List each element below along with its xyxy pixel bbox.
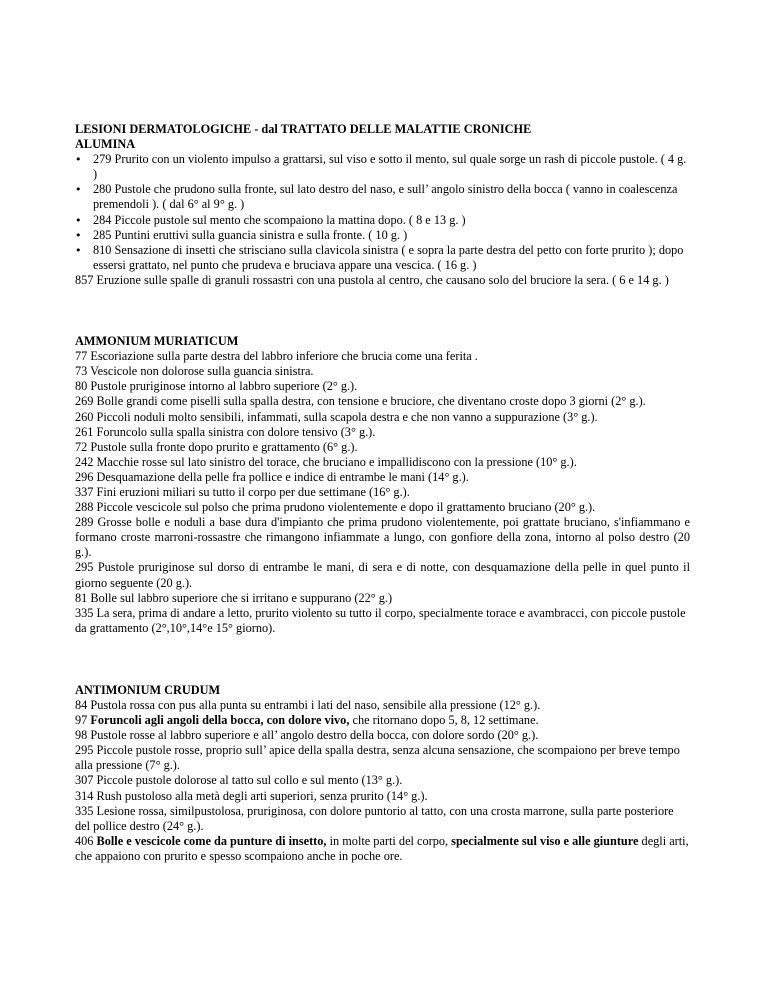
section-title-ammonium: AMMONIUM MURIATICUM [75, 334, 239, 349]
entry-text: in molte parti del corpo, [326, 833, 452, 848]
list-item: 260 Piccoli noduli molto sensibili, infammati, sulla scapola destra e che non vanno a suppurazione (3° g.). [75, 409, 598, 424]
document-title: LESIONI DERMATOLOGICHE - dal TRATTATO DELLE MALATTIE CRONICHE [75, 122, 532, 136]
list-item: 295 Piccole pustole rosse, proprio sull’ apice della spalla destra, senza alcuna sensazione, che scompaiono per breve tempo alla pressione (7° g.). [75, 743, 680, 773]
entry-number: 406 [75, 833, 97, 848]
section-title-alumina: ALUMINA [75, 137, 136, 152]
list-item: • 285 Puntini eruttivi sulla guancia sinistra e sulla fronte. ( 10 g. ) [75, 228, 690, 243]
list-item: 296 Desquamazione della pelle fra pollice e indice di entrambe le mani (14° g.). [75, 469, 469, 484]
entry-bold-text: Bolle e vescicole come da punture di insetto, [96, 833, 327, 848]
list-item: 307 Piccole pustole dolorose al tatto sul collo e sul mento (13° g.). [75, 773, 403, 788]
list-item: 335 La sera, prima di andare a letto, prurito violento su tutto il corpo, specialmente torace e avambracci, con piccole pustole da grattamento (2°,10°,14°e 15° giorno). [75, 605, 686, 635]
list-item: 288 Piccole vescicole sul polso che prima prudono violentemente e dopo il grattamento bruciano (20° g.). [75, 500, 596, 515]
alumina-entry-857: 857 Eruzione sulle spalle di granuli rossastri con una pustola al centro, che causano solo del bruciore la sera. ( 6 e 14 g. ) [75, 272, 669, 287]
section-antimonium [75, 683, 690, 864]
list-item: 242 Macchie rosse sul lato sinistro del torace, che bruciano e impallidiscono con la pressione (10° g.). [75, 454, 577, 469]
list-item: 289 Grosse bolle e noduli a base dura d'impianto che prima prudono violentemente, poi grattate bruciano, s'infiammano e formano croste marroni-rossastre che rimangono infiammate a lungo, con gonfiore della zona, intorno al polso destro (20 g.). [75, 515, 690, 560]
entry-bold-text: Foruncoli agli angoli della bocca, con dolore vivo, [90, 713, 350, 728]
list-item: 73 Vescicole non dolorose sulla guancia sinistra. [75, 364, 314, 379]
list-item: 269 Bolle grandi come piselli sulla spalla destra, con tensione e bruciore, che diventano croste dopo 3 giorni (2° g.). [75, 394, 646, 409]
list-item: • 810 Sensazione di insetti che strisciano sulla clavicola sinistra ( e sopra la parte destra del petto con forte prurito ); dopo essersi grattato, nel punto che prudeva e bruciava appare una vescica. ( 16 g. ) [75, 243, 690, 273]
list-item: 337 Fini eruzioni miliari su tutto il corpo per due settimane (16° g.). [75, 484, 410, 499]
list-item: 314 Rush pustoloso alla metà degli arti superiori, senza prurito (14° g.). [75, 788, 428, 803]
list-item: 80 Pustole pruriginose intorno al labbro superiore (2° g.). [75, 379, 358, 394]
list-item: 81 Bolle sul labbro superiore che si irritano e suppurano (22° g.) [75, 590, 393, 605]
entry-bold-text: specialmente sul viso e alle giunture [451, 833, 639, 848]
document-page [75, 122, 690, 864]
alumina-bullet-list [75, 152, 690, 273]
list-item: • 279 Prurito con un violento impulso a grattarsi, sul viso e sotto il mento, sul quale sorge un rash di piccole pustole. ( 4 g. ) [75, 152, 690, 182]
list-item: 84 Pustola rossa con pus alla punta su entrambi i lati del naso, sensibile alla pressione (12° g.). [75, 698, 541, 712]
section-alumina [75, 122, 690, 288]
list-item: 261 Foruncolo sulla spalla sinistra con dolore tensivo (3° g.). [75, 424, 376, 439]
list-item: 335 Lesione rossa, similpustolosa, pruriginosa, con dolore puntorio al tatto, con una crosta marrone, sulla parte posteriore del pollice destro (24° g.). [75, 803, 674, 833]
section-title-antimonium: ANTIMONIUM CRUDUM [75, 682, 221, 697]
entry-text: degli arti, che appaiono con prurito e spesso scompaiono anche in poche ore. [75, 833, 689, 863]
list-item [75, 834, 690, 864]
list-item: 295 Pustole pruriginose sul dorso di entrambe le mani, di sera e di notte, con desquamazione della pelle in quel punto il giorno seguente (20 g.). [75, 560, 690, 590]
list-item: • 284 Piccole pustole sul mento che scompaiono la mattina dopo. ( 8 e 13 g. ) [75, 213, 690, 228]
list-item: 72 Pustole sulla fronte dopo prurito e grattamento (6° g.). [75, 439, 358, 454]
list-item: 77 Escoriazione sulla parte destra del labbro inferiore che brucia come una ferita . [75, 349, 478, 364]
entry-number: 97 [75, 713, 91, 728]
list-item: • 280 Pustole che prudono sulla fronte, sul lato destro del naso, e sull’ angolo sinistro della bocca ( vanno in coalescenza premendoli ). ( dal 6° al 9° g. ) [75, 182, 690, 212]
section-ammonium [75, 334, 690, 636]
list-item [75, 713, 690, 728]
list-item: 98 Pustole rosse al labbro superiore e all’ angolo destro della bocca, con dolore sordo (20° g.). [75, 728, 539, 743]
entry-text: che ritornano dopo 5, 8, 12 settimane. [349, 713, 539, 728]
